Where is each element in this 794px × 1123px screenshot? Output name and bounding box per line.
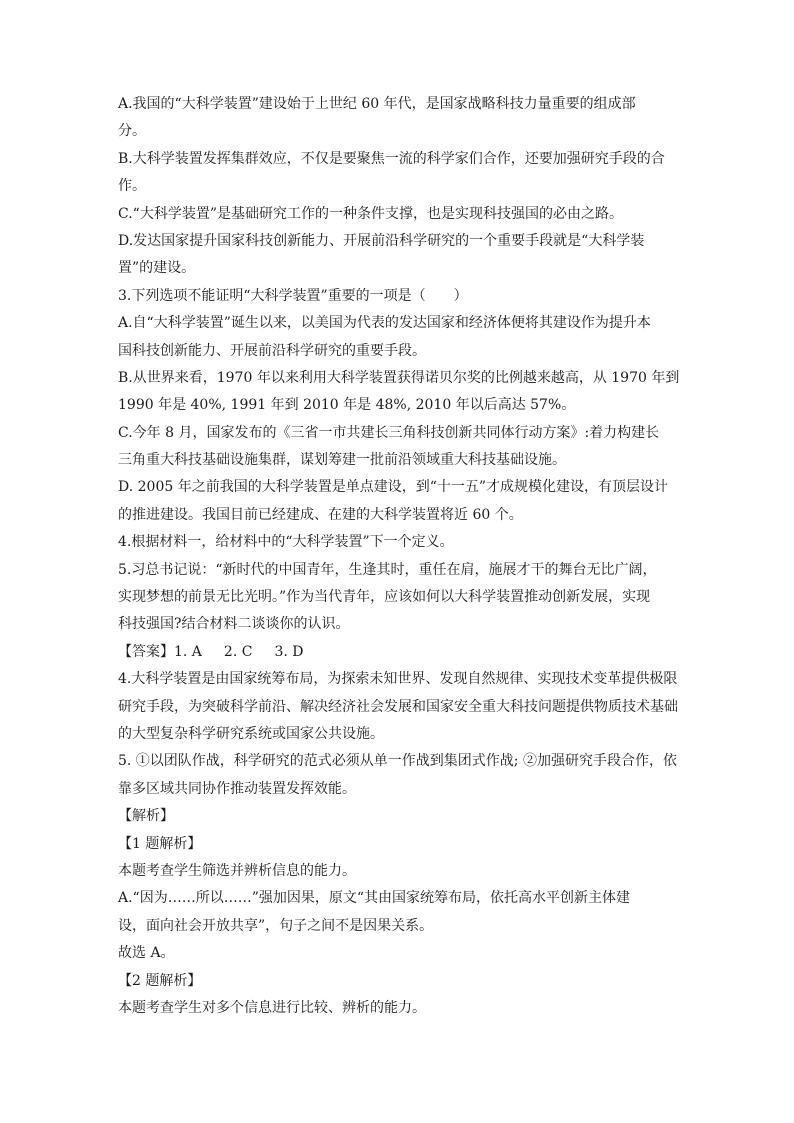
text-line: 靠多区域共同协作推动装置发挥效能。 <box>118 780 356 797</box>
analysis-subheading: 【1 题解析】 <box>118 835 202 852</box>
text-line: 设，面向社会开放共享”，句子之间不是因果关系。 <box>118 917 434 934</box>
text-line: 本题考查学生对多个信息进行比较、辨析的能力。 <box>118 999 426 1016</box>
text-line: 三角重大科技基础设施集群，谋划筹建一批前沿领域重大科技基础设施。 <box>118 452 566 469</box>
text-line: 国科技创新能力、开展前沿科学研究的重要手段。 <box>118 342 426 359</box>
answer-line <box>118 639 680 666</box>
text-line: D.发达国家提升国家科技创新能力、开展前沿科学研究的一个重要手段就是“大科学装 <box>118 232 645 249</box>
text-line: 的大型复杂科学研究系统或国家公共设施。 <box>118 725 384 742</box>
text-line: 分。 <box>118 123 146 140</box>
document-body <box>118 91 680 1022</box>
question-3: 3.下列选项不能证明“大科学装置”重要的一项是（ ） <box>118 287 468 304</box>
analysis-heading: 【解析】 <box>118 808 174 825</box>
text-line: A.自“大科学装置”诞生以来，以美国为代表的发达国家和经济体便将其建设作为提升本 <box>118 315 651 332</box>
text-line: 本题考查学生筛选并辨析信息的能力。 <box>118 862 356 879</box>
answer-2: 2. C <box>223 643 253 660</box>
text-line: 4.大科学装置是由国家统筹布局，为探索未知世界、发现自然规律、实现技术变革提供极限 <box>118 671 678 688</box>
text-line: 置”的建设。 <box>118 260 196 277</box>
question-4: 4.根据材料一，给材料中的“大科学装置”下一个定义。 <box>118 534 454 551</box>
text-line: A.我国的“大科学装置”建设始于上世纪 60 年代，是国家战略科技力量重要的组成部 <box>118 96 636 112</box>
text-line: D. 2005 年之前我国的大科学装置是单点建设，到“十一五”才成规模化建设，有顶层设计 <box>118 479 669 496</box>
text-line: A.“因为……所以……”强加因果，原文“其由国家统筹布局，依托高水平创新主体建 <box>118 890 631 907</box>
text-line: B.从世界来看，1970 年以来利用大科学装置获得诺贝尔奖的比例越来越高，从 1970 年到 <box>118 369 680 386</box>
text-line: 科技强国?结合材料二谈谈你的认识。 <box>118 616 350 633</box>
answer-3: 3. D <box>274 643 304 660</box>
text-line: C.今年 8 月，国家发布的《三省一市共建长三角科技创新共同体行动方案》:着力构建长 <box>118 424 660 441</box>
text-line: 的推进建设。我国目前已经建成、在建的大科学装置将近 60 个。 <box>118 506 523 523</box>
text-line: 1990 年是 40%, 1991 年到 2010 年是 48%, 2010 年以后高达 57%。 <box>118 397 576 414</box>
text-line: 故选 A。 <box>118 945 175 962</box>
text-line: B.大科学装置发挥集群效应，不仅是要聚焦一流的科学家们合作，还要加强研究手段的合 <box>118 150 665 167</box>
analysis-subheading: 【2 题解析】 <box>118 972 202 989</box>
text-line: 作。 <box>118 178 146 195</box>
text-line: 5. ①以团队作战，科学研究的范式必须从单一作战到集团式作战; ②加强研究手段合作，依 <box>118 753 677 770</box>
question-5: 5.习总书记说：“新时代的中国青年，生逢其时，重任在肩，施展才干的舞台无比广阔， <box>118 561 657 578</box>
text-line: 研究手段，为突破科学前沿、解决经济社会发展和国家安全重大科技问题提供物质技术基础 <box>118 698 678 715</box>
text-line: 实现梦想的前景无比光明。”作为当代青年，应该如何以大科学装置推动创新发展，实现 <box>118 589 651 606</box>
answer-1: 【答案】1. A <box>118 643 202 660</box>
text-line: C.“大科学装置”是基础研究工作的一种条件支撑，也是实现科技强国的必由之路。 <box>118 205 623 222</box>
